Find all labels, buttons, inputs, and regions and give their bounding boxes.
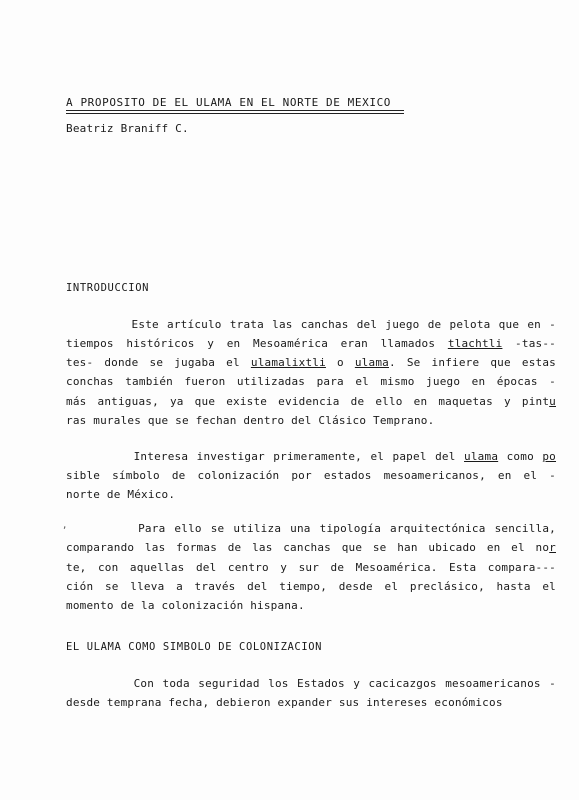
- text-run: Para ello se utiliza una tipología arquitectónica sencilla,: [66, 522, 556, 535]
- underlined-term: ulama: [464, 450, 499, 463]
- section-heading-simbolo: EL ULAMA COMO SIMBOLO DE COLONIZACION: [66, 641, 323, 653]
- text-run: . Se infiere que estas: [388, 356, 556, 369]
- text-line: [66, 395, 556, 408]
- text-line: [66, 337, 556, 350]
- text-run: comparando las formas de las canchas que se han ubicado en el no: [66, 541, 550, 554]
- author-name: Beatriz Braniff C.: [66, 122, 189, 135]
- text-run: Interesa investigar primeramente, el papel del: [66, 450, 465, 463]
- text-run: -tas--: [502, 337, 556, 350]
- text-line: [66, 599, 556, 612]
- underlined-term: ulama: [354, 356, 389, 369]
- title-underline: [66, 110, 404, 111]
- text-line: [66, 375, 556, 388]
- document-title: A PROPOSITO DE EL ULAMA EN EL NORTE DE MEXICO: [66, 96, 392, 109]
- text-run: tes- donde se jugaba el: [66, 356, 251, 369]
- text-run: tiempos históricos y en Mesoamérica eran llamados: [66, 337, 448, 350]
- text-line: [66, 488, 556, 501]
- text-line: [66, 469, 556, 482]
- underlined-term: tlachtli: [447, 337, 503, 350]
- text-run: te, con aquellas del centro y sur de Mesoamérica. Esta compara---: [66, 561, 556, 574]
- text-run: ción se lleva a través del tiempo, desde el preclásico, hasta el: [66, 580, 556, 593]
- text-run: más antiguas, ya que existe evidencia de ello en maquetas y pint: [66, 395, 550, 408]
- text-run: sible símbolo de colonización por estados mesoamericanos, en el -: [66, 469, 556, 482]
- text-line: [66, 561, 556, 574]
- underlined-term: u: [549, 395, 556, 408]
- underlined-term: ulamalixtli: [250, 356, 326, 369]
- text-run: como: [498, 450, 543, 463]
- scan-speck: ,: [62, 521, 68, 531]
- text-run: o: [325, 356, 355, 369]
- text-run: ras murales que se fechan dentro del Clásico Temprano.: [66, 414, 435, 427]
- text-run: norte de México.: [66, 488, 176, 501]
- text-line: [66, 318, 556, 331]
- text-line: [66, 677, 556, 690]
- text-run: momento de la colonización hispana.: [66, 599, 305, 612]
- text-run: Con toda seguridad los Estados y cacicazgos mesoamericanos -: [66, 677, 556, 690]
- text-run: Este artículo trata las canchas del juego de pelota que en -: [66, 318, 556, 331]
- text-line: [66, 414, 556, 427]
- title-underline-second: [66, 113, 404, 114]
- text-line: [66, 450, 556, 463]
- text-line: [66, 541, 556, 554]
- text-line: [66, 356, 556, 369]
- text-line: [66, 522, 556, 535]
- underlined-term: r: [549, 541, 556, 554]
- text-line: [66, 696, 556, 709]
- text-line: [66, 580, 556, 593]
- section-heading-introduccion: INTRODUCCION: [66, 282, 150, 294]
- underlined-term: po: [542, 450, 557, 463]
- text-run: desde temprana fecha, debieron expander sus intereses económicos: [66, 696, 503, 709]
- text-run: conchas también fueron utilizadas para el mismo juego en épocas -: [66, 375, 556, 388]
